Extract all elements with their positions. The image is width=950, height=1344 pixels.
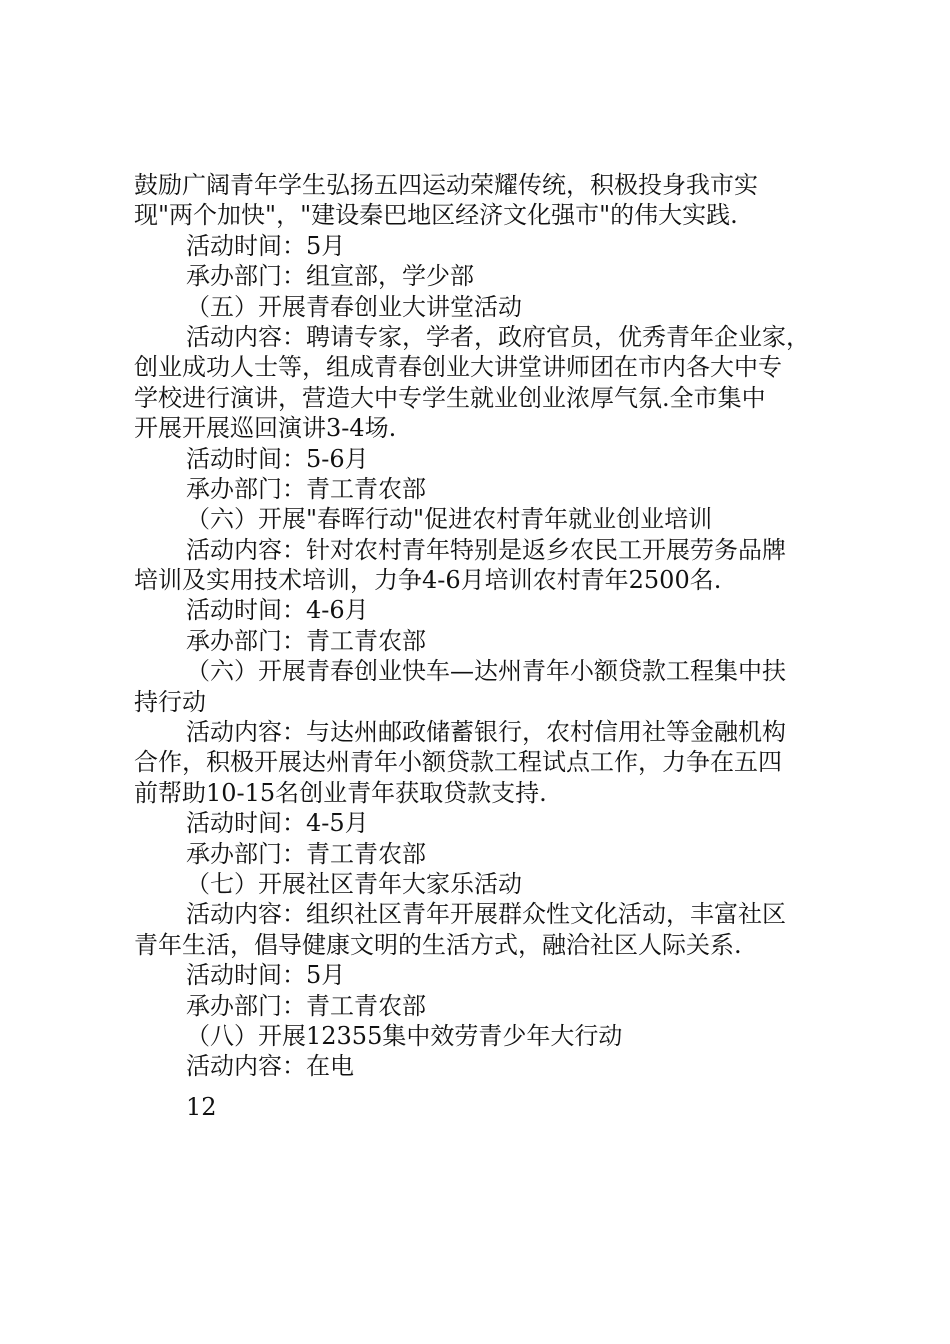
- body-line: 开展开展巡回演讲3-4场.: [134, 414, 397, 443]
- activity-time-line: 活动时间：5月: [186, 231, 346, 260]
- section-heading-5: （五）开展青春创业大讲堂活动: [186, 292, 522, 321]
- section-heading-7: （七）开展社区青年大家乐活动: [186, 869, 522, 898]
- organizer-line: 承办部门：组宣部，学少部: [186, 262, 474, 291]
- activity-time-line: 活动时间：5月: [186, 961, 346, 990]
- section-heading-6b: （六）开展青春创业快车—达州青年小额贷款工程集中扶: [186, 657, 786, 686]
- activity-time-line: 活动时间：4-5月: [186, 809, 369, 838]
- activity-content-line: 活动内容：在电: [186, 1052, 354, 1081]
- body-line: 青年生活，倡导健康文明的生活方式，融洽社区人际关系.: [134, 930, 742, 959]
- body-line: 前帮助10-15名创业青年获取贷款支持.: [134, 778, 547, 807]
- activity-content-line: 活动内容：与达州邮政储蓄银行，农村信用社等金融机构: [186, 718, 786, 747]
- body-line-1: 鼓励广阔青年学生弘扬五四运动荣耀传统，积极投身我市实: [134, 171, 758, 199]
- body-line: 合作，积极开展达州青年小额贷款工程试点工作，力争在五四: [134, 748, 782, 777]
- page-number: 12: [186, 1093, 217, 1121]
- activity-time-line: 活动时间：5-6月: [186, 444, 369, 473]
- body-line: 培训及实用技术培训，力争4-6月培训农村青年2500名.: [134, 566, 722, 595]
- body-line: 学校进行演讲，营造大中专学生就业创业浓厚气氛.全市集中: [134, 383, 766, 412]
- body-line: 持行动: [134, 687, 206, 716]
- organizer-line: 承办部门：青工青农部: [186, 839, 426, 868]
- section-heading-8: （八）开展12355集中效劳青少年大行动: [186, 1021, 623, 1050]
- organizer-line: 承办部门：青工青农部: [186, 474, 426, 503]
- organizer-line: 承办部门：青工青农部: [186, 991, 426, 1020]
- activity-content-line: 活动内容：组织社区青年开展群众性文化活动，丰富社区: [186, 900, 786, 929]
- section-heading-6: （六）开展"春晖行动"促进农村青年就业创业培训: [186, 505, 713, 534]
- activity-content-line: 活动内容：针对农村青年特别是返乡农民工开展劳务品牌: [186, 535, 786, 564]
- organizer-line: 承办部门：青工青农部: [186, 626, 426, 655]
- activity-content-line: 活动内容：聘请专家，学者，政府官员，优秀青年企业家，: [186, 322, 810, 351]
- body-line: 创业成功人士等，组成青春创业大讲堂讲师团在市内各大中专: [134, 353, 782, 382]
- document-body: [134, 170, 834, 1082]
- activity-time-line: 活动时间：4-6月: [186, 596, 369, 625]
- body-line-2: 现"两个加快"，"建设秦巴地区经济文化强市"的伟大实践.: [134, 201, 738, 230]
